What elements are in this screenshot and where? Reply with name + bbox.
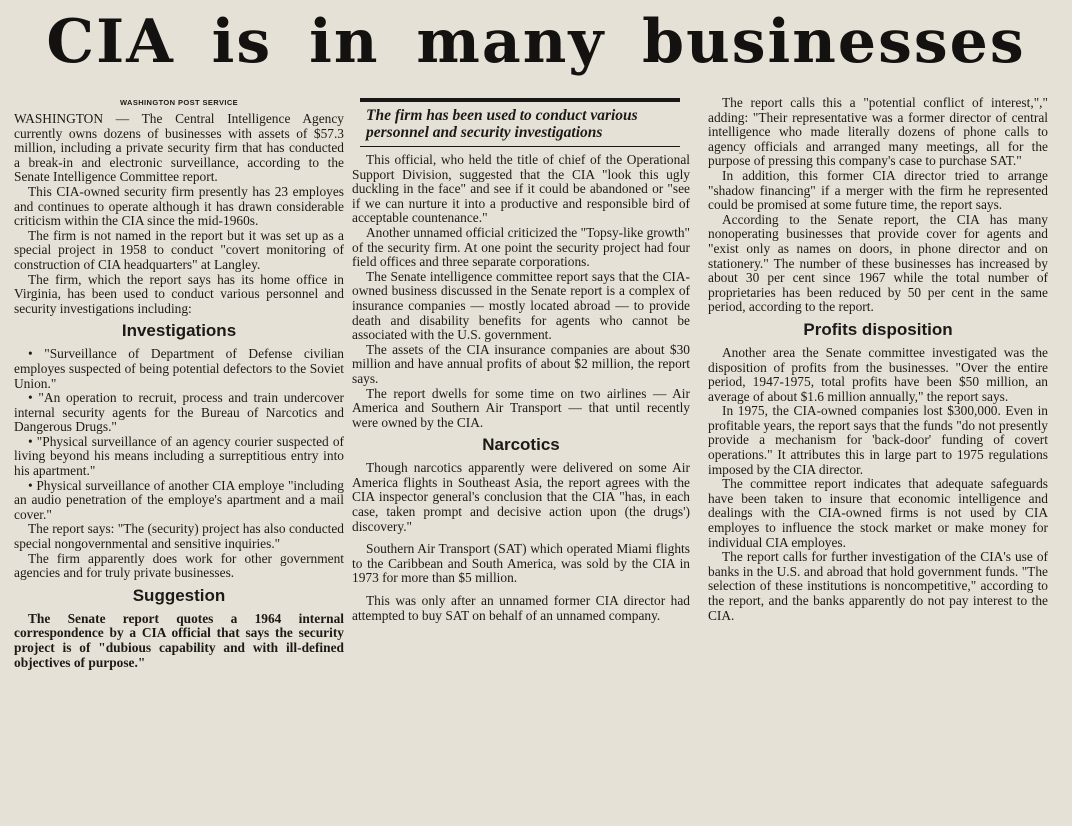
paragraph: Another area the Senate committee investigated was the disposition of profits from the businesses. "Over the entire period, 1947-1975, total profits have been $50 million, an average of about $1.6 million annually," the report says. [708, 344, 1048, 404]
bullet-item: • "Surveillance of Department of Defense civilian employes suspected of being potential defectors to the Soviet Union." [14, 346, 344, 391]
subhead-investigations: Investigations [121, 321, 237, 341]
paragraph: This official, who held the title of chief of the Operational Support Division, suggested that the CIA "look this ugly duckling in the face" and see if it could be abandoned or "see if we can nurture it into a productive and responsible bird of acceptable countenance." [352, 152, 690, 226]
wire-credit: WASHINGTON POST SERVICE [119, 98, 239, 107]
subhead-narcotics: Narcotics [482, 435, 560, 455]
column-1 [14, 98, 344, 670]
bullet-item: • Physical surveillance of another CIA employe "including an audio penetration of the employe's apartment and a mail cover." [14, 477, 344, 522]
paragraph: The report says: "The (security) project has also conducted special nongovernmental and sensitive inquiries." [14, 521, 344, 552]
bullet-item: • "Physical surveillance of an agency courier suspected of living beyond his means including a surreptitious entry into his apartment." [14, 433, 344, 479]
subhead-suggestion: Suggestion [132, 585, 226, 605]
paragraph: The Senate report quotes a 1964 internal correspondence by a CIA official that says the security project is of "dubious capability and with ill-defined objectives of purpose." [14, 610, 344, 670]
paragraph: The report calls for further investigation of the CIA's use of banks in the U.S. and abroad that hold government funds. "The selection of these institutions is noncompetitive," according to the report, and the banks apparently do not pay interest to the CIA. [708, 549, 1048, 623]
bullet-item: • "An operation to recruit, process and train undercover internal security agents for the Bureau of Narcotics and Dangerous Drugs." [14, 390, 344, 435]
paragraph: WASHINGTON — The Central Intelligence Agency currently owns dozens of businesses with assets of $57.3 million, including a private security firm that has conducted a break-in and electronic surveillance, according to the Senate Intelligence Committee report. [14, 111, 344, 185]
paragraph: This CIA-owned security firm presently has 23 employes and continues to operate although it has drawn considerable criticism within the CIA since the mid-1960s. [14, 183, 344, 229]
paragraph: According to the Senate report, the CIA has many nonoperating businesses that provide cover for agents and "exist only as names on doors, in phone director and on stationery." The number of these businesses has increased by about 30 per cent since 1967 while the total number of proprietaries has been reduced by 50 per cent in the same period, according to the report. [708, 211, 1048, 315]
column-2 [352, 98, 690, 623]
paragraph: This was only after an unnamed former CIA director had attempted to buy SAT on behalf of an unnamed company. [352, 593, 690, 623]
column-3 [708, 96, 1048, 623]
paragraph: Another unnamed official criticized the "Topsy-like growth" of the security firm. At one point the security project had four field offices and three separate corporations. [352, 224, 690, 270]
paragraph: The report dwells for some time on two airlines — Air America and Southern Air Transport — that until recently were owned by the CIA. [352, 385, 690, 430]
paragraph: The assets of the CIA insurance companies are about $30 million and have annual profits of about $2 million, the report says. [352, 341, 690, 386]
paragraph: The committee report indicates that adequate safeguards have been taken to insure that economic intelligence and dealings with the CIA-owned firms is not used by CIA employes to influence the stock market or make money for individual CIA employes. [708, 476, 1048, 550]
paragraph: Southern Air Transport (SAT) which operated Miami flights to the Caribbean and South America, was sold by the CIA in 1973 for more than $5 million. [352, 541, 690, 586]
headline: CIA is in many businesses [46, 7, 1026, 77]
paragraph: In 1975, the CIA-owned companies lost $300,000. Even in profitable years, the report says that the funds "do not presently provide a mechanism for 'back-door' funding of covert operations." It attributes this in large part to 1975 regulations imposed by the CIA director. [708, 403, 1048, 477]
paragraph: The firm is not named in the report but it was set up as a special project in 1958 to conduct "covert monitoring of construction of CIA headquarters" at Langley. [14, 227, 344, 272]
paragraph: The report calls this a "potential conflict of interest,"," adding: "Their representative was a former director of central intelligence who made literally dozens of phone calls to agency officials and arranged many meetings, all for the purpose of pressing this company's case to purchase SAT." [708, 95, 1048, 169]
paragraph: The firm apparently does work for other government agencies and for truly private businesses. [14, 550, 344, 581]
pull-quote: The firm has been used to conduct various personnel and security investigations [360, 98, 680, 147]
paragraph: The Senate intelligence committee report says that the CIA-owned business discussed in the Senate report is a complex of insurance companies — mostly located abroad — to provide death and disability benefits for agents who cannot be associated with the U.S. government. [352, 268, 690, 343]
paragraph: The firm, which the report says has its home office in Virginia, has been used to conduct various personnel and security investigations including: [14, 271, 344, 316]
subhead-profits-disposition: Profits disposition [803, 319, 953, 339]
paragraph: In addition, this former CIA director tried to arrange "shadow financing" if a merger with the firm he represented could be promised at some future time, the report says. [708, 167, 1048, 213]
paragraph: Though narcotics apparently were delivered on some Air America flights in Southeast Asia, the report agrees with the CIA inspector general's conclusion that the CIA "has, in each case, taken prompt and decisive action upon (the drugs') discovery." [352, 460, 690, 534]
